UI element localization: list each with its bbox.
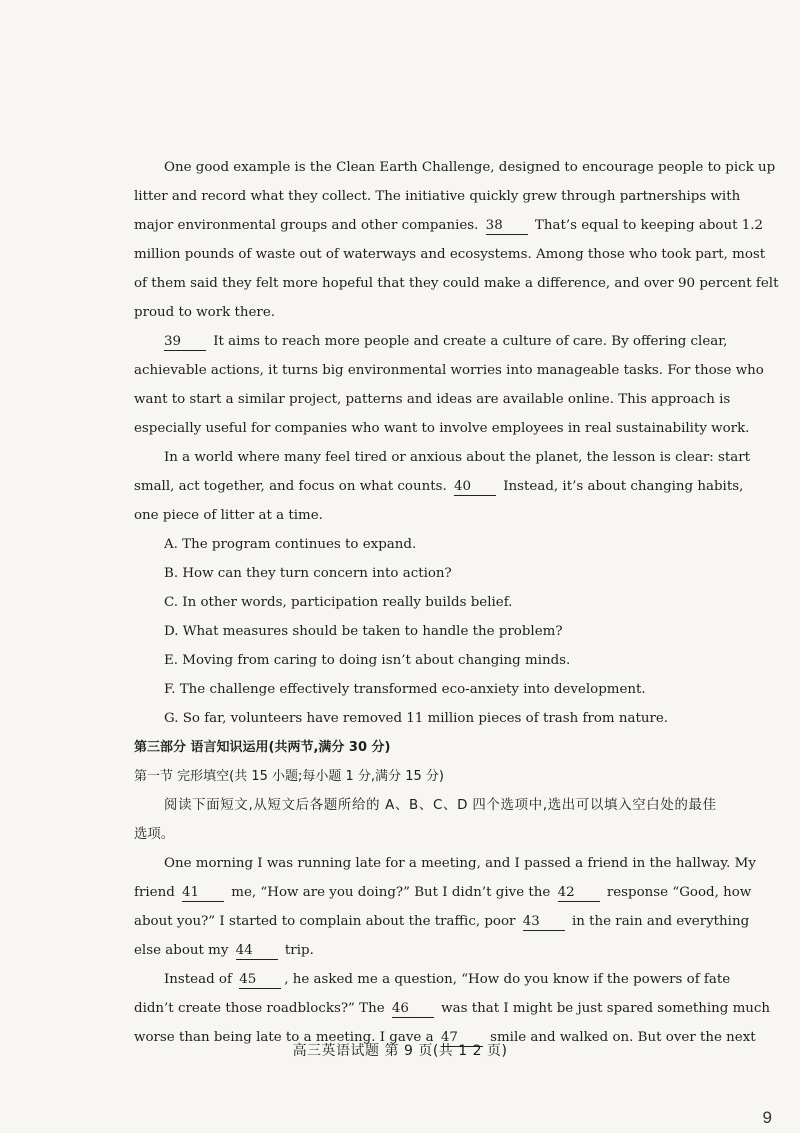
blank-40: 40 bbox=[454, 479, 496, 496]
instructions-line: 阅读下面短文,从短文后各题所给的 A、B、C、D 四个选项中,选出可以填入空白处的最佳 bbox=[164, 798, 716, 813]
passage-line: proud to work there. bbox=[134, 305, 275, 320]
option-g: G. So far, volunteers have removed 11 million pieces of trash from nature. bbox=[164, 711, 669, 726]
cloze-line: about you?” I started to complain about the traffic, poor 43 in the rain and everything bbox=[134, 914, 750, 929]
cloze-line: didn’t create those roadblocks?” The 46 was that I might be just spared something much bbox=[134, 1001, 771, 1016]
passage-line: litter and record what they collect. The initiative quickly grew through partnerships with bbox=[134, 189, 741, 204]
passage-line: achievable actions, it turns big environmental worries into manageable tasks. For those who bbox=[134, 363, 764, 378]
page-content bbox=[134, 153, 779, 1052]
passage-line: one piece of litter at a time. bbox=[134, 508, 323, 523]
passage-line: especially useful for companies who want to involve employees in real sustainability work. bbox=[134, 421, 750, 436]
blank-44: 44 bbox=[236, 943, 278, 960]
blank-41: 41 bbox=[182, 885, 224, 902]
blank-43: 43 bbox=[523, 914, 565, 931]
blank-38: 38 bbox=[486, 218, 528, 235]
option-e: E. Moving from caring to doing isn’t about changing minds. bbox=[164, 653, 571, 668]
page-footer: 高三英语试题 第 9 页(共 1 2 页) bbox=[292, 1043, 508, 1059]
section1-heading: 第一节 完形填空(共 15 小题;每小题 1 分,满分 15 分) bbox=[134, 769, 444, 784]
passage-line: want to start a similar project, patterns and ideas are available online. This approach is bbox=[134, 392, 731, 407]
option-b: B. How can they turn concern into action? bbox=[164, 566, 452, 581]
option-f: F. The challenge effectively transformed eco-anxiety into development. bbox=[164, 682, 646, 697]
passage-line: One good example is the Clean Earth Challenge, designed to encourage people to pick up bbox=[164, 160, 776, 175]
blank-45: 45 bbox=[239, 972, 281, 989]
blank-46: 46 bbox=[392, 1001, 434, 1018]
cloze-line: Instead of 45 , he asked me a question, “How do you know if the powers of fate bbox=[164, 972, 731, 987]
option-c: C. In other words, participation really builds belief. bbox=[164, 595, 513, 610]
passage-line: of them said they felt more hopeful that they could make a difference, and over 90 percent felt bbox=[134, 276, 779, 291]
passage-line: major environmental groups and other companies. 38 That’s equal to keeping about 1.2 bbox=[134, 218, 764, 233]
cloze-line: One morning I was running late for a meeting, and I passed a friend in the hallway. My bbox=[164, 856, 756, 871]
blank-47: 47 bbox=[441, 1030, 483, 1047]
page-number: 9 bbox=[762, 1108, 772, 1127]
blank-39: 39 bbox=[164, 334, 206, 351]
cloze-line: friend 41 me, “How are you doing?” But I didn’t give the 42 response “Good, how bbox=[134, 885, 752, 900]
passage-line: million pounds of waste out of waterways and ecosystems. Among those who took part, most bbox=[134, 247, 766, 262]
passage-line: small, act together, and focus on what counts. 40 Instead, it’s about changing habits, bbox=[134, 479, 744, 494]
instructions-line: 选项。 bbox=[134, 827, 175, 842]
cloze-line: worse than being late to a meeting. I gave a 47 smile and walked on. But over the next bbox=[134, 1030, 756, 1045]
passage-line: In a world where many feel tired or anxious about the planet, the lesson is clear: start bbox=[164, 450, 751, 465]
option-a: A. The program continues to expand. bbox=[164, 537, 417, 552]
part3-heading: 第三部分 语言知识运用(共两节,满分 30 分) bbox=[134, 740, 391, 755]
passage-line: 39 It aims to reach more people and create a culture of care. By offering clear, bbox=[164, 334, 728, 349]
blank-42: 42 bbox=[558, 885, 600, 902]
option-d: D. What measures should be taken to handle the problem? bbox=[164, 624, 563, 639]
cloze-line: else about my 44 trip. bbox=[134, 943, 314, 958]
